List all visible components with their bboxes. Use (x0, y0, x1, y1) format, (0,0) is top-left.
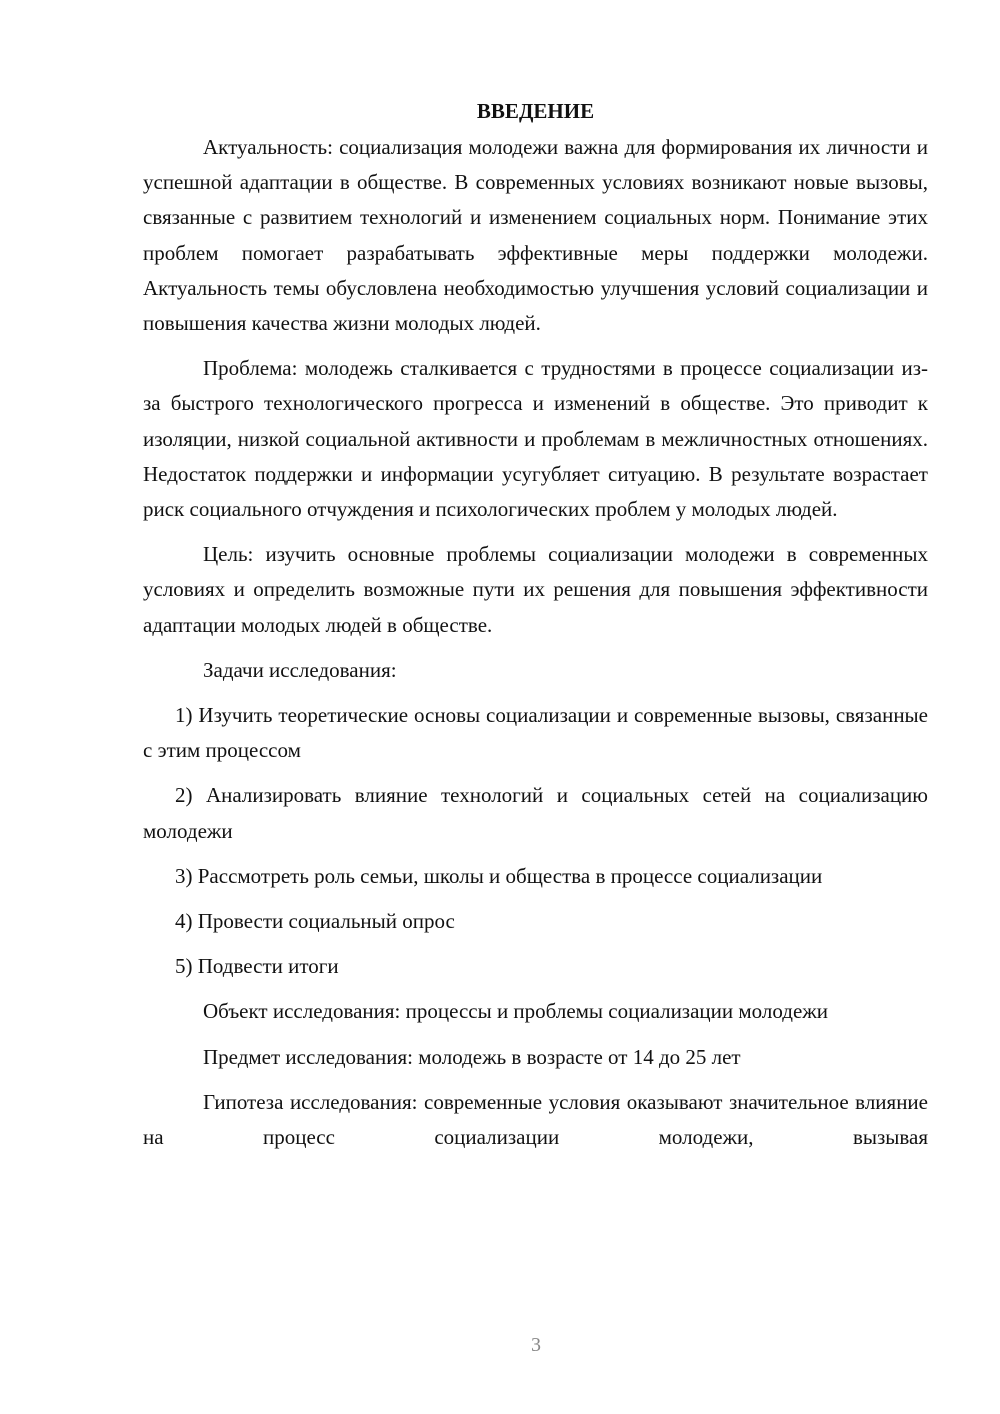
problem-paragraph: Проблема: молодежь сталкивается с трудностями в процессе социализации из-за быстрого технологического прогресса и изменений в обществе. Это приводит к изоляции, низкой социальной активности и проблемам в межличностных отношениях. Недостаток поддержки и информации усугубляет ситуацию. В результате возрастает риск социального отчуждения и психологических проблем у молодых людей. (143, 356, 928, 522)
relevance-paragraph: Актуальность: социализация молодежи важна для формирования их личности и успешной адаптации в обществе. В современных условиях возникают новые вызовы, связанные с развитием технологий и изменением социальных норм. Понимание этих проблем помогает разрабатывать эффективные меры поддержки молодежи. Актуальность темы обусловлена необходимостью улучшения условий социализации и повышения качества жизни молодых людей. (143, 135, 928, 336)
list-item: 1) Изучить теоретические основы социализации и современные вызовы, связанные с этим процессом (143, 703, 928, 763)
list-item: 2) Анализировать влияние технологий и социальных сетей на социализацию молодежи (143, 783, 928, 843)
tasks-title: Задачи исследования: (203, 657, 397, 682)
hypothesis-paragraph: Гипотеза исследования: современные условия оказывают значительное влияние на процесс социализации молодежи, вызывая (143, 1089, 928, 1150)
object-paragraph: Объект исследования: процессы и проблемы социализации молодежи (203, 999, 829, 1024)
section-heading: ВВЕДЕНИЕ (476, 99, 595, 123)
page-number: 3 (531, 1334, 541, 1356)
goal-paragraph: Цель: изучить основные проблемы социализации молодежи в современных условиях и определить возможные пути их решения для повышения эффективности адаптации молодых людей в обществе. (143, 542, 928, 637)
list-item: 4) Провести социальный опрос (175, 909, 455, 934)
tasks-list (143, 698, 928, 984)
list-item: 3) Рассмотреть роль семьи, школы и общества в процессе социализации (175, 863, 823, 888)
document-page (143, 96, 928, 1155)
list-item: 5) Подвести итоги (175, 954, 339, 979)
subject-paragraph: Предмет исследования: молодежь в возрасте от 14 до 25 лет (203, 1044, 741, 1069)
